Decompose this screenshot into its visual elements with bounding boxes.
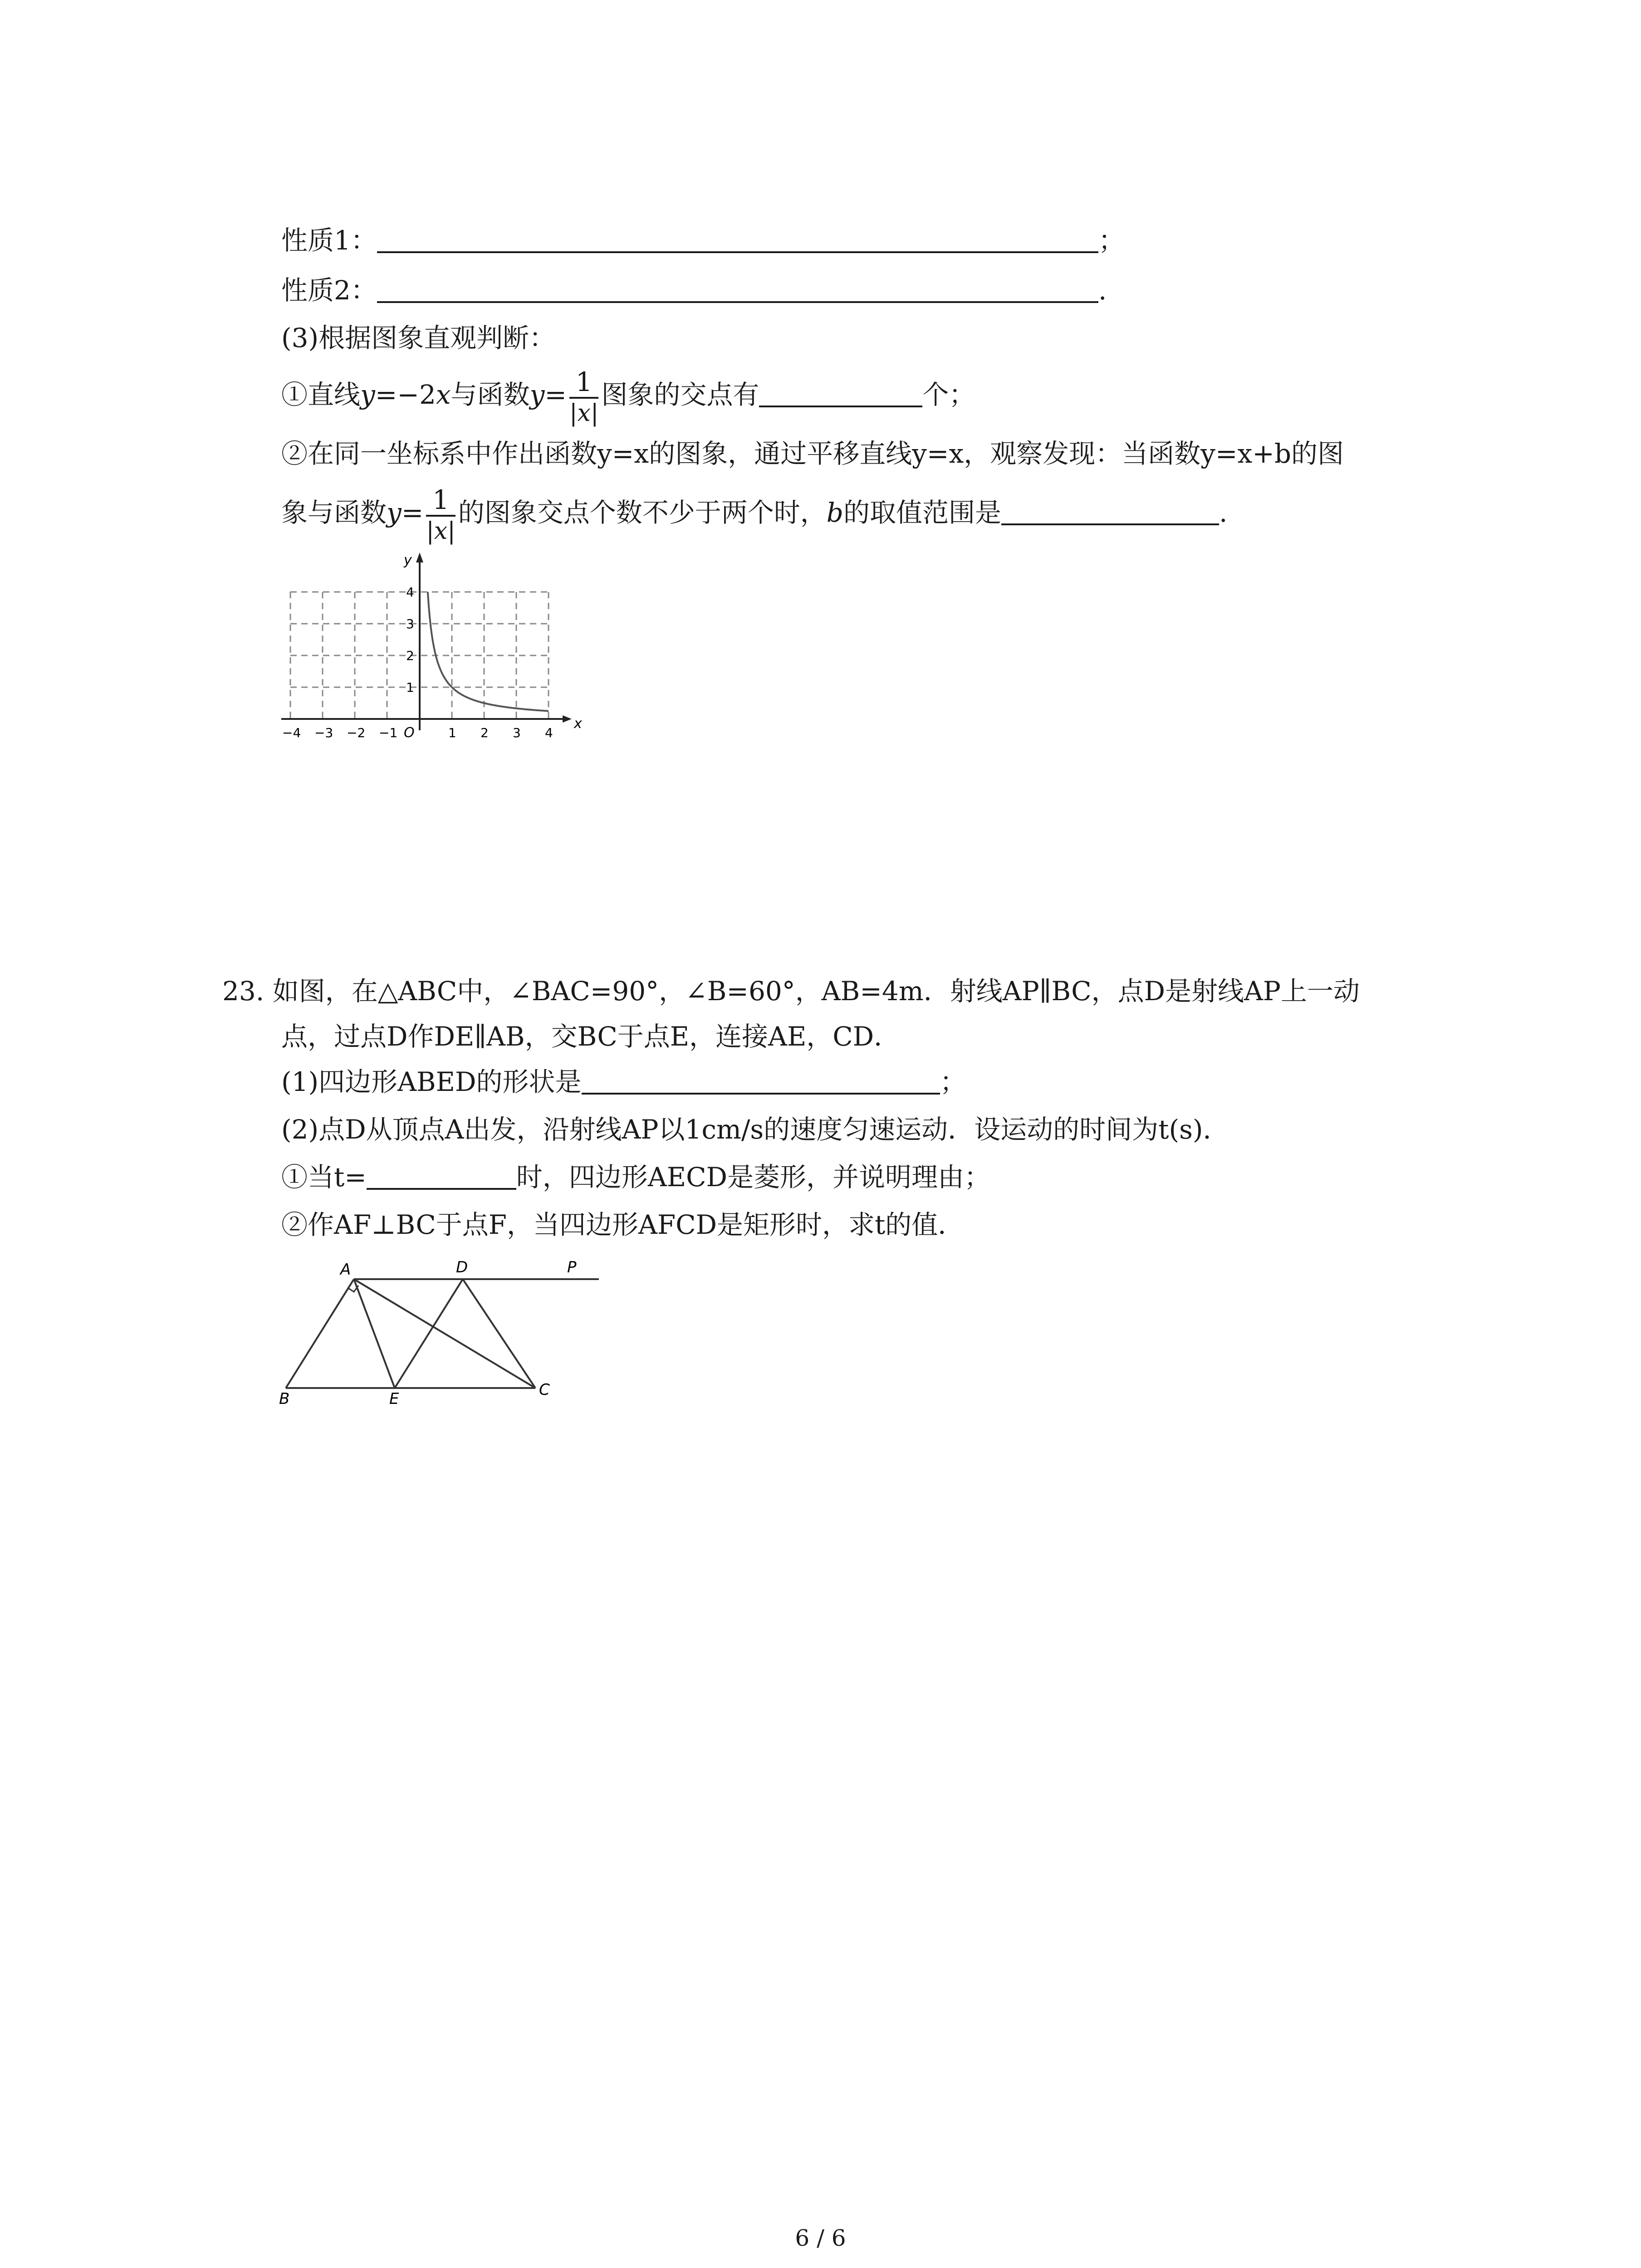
part3-item1 <box>281 363 975 426</box>
y-axis-arrow <box>416 552 423 562</box>
x-tick: −2 <box>347 725 366 740</box>
y-tick: 1 <box>406 680 414 695</box>
q23-item1-text-b: 时，四边形AECD是菱形，并说明理由； <box>516 1162 991 1193</box>
intersection-count-blank[interactable] <box>759 377 922 407</box>
item2-var-y: y <box>387 497 402 528</box>
q23-item1-text-a: ①当t= <box>281 1162 367 1193</box>
q23-part2 <box>281 1111 1229 1148</box>
item2-equals: = <box>401 497 424 528</box>
y-tick: 3 <box>406 616 414 631</box>
item1-var-y2: y <box>529 379 545 410</box>
fraction-numerator-2: 1 <box>426 487 455 517</box>
y-axis-label: y <box>404 552 412 568</box>
label-C: C <box>539 1381 550 1399</box>
property-1-line <box>281 222 1125 259</box>
y-tick: 2 <box>406 648 414 663</box>
x-tick: 4 <box>545 725 553 740</box>
fraction-1-over-abs-x-2 <box>426 484 456 545</box>
segment-DE <box>395 1279 463 1388</box>
x-tick: −1 <box>379 725 398 740</box>
property-1-blank[interactable] <box>377 223 1098 253</box>
item1-text-a: ①直线 <box>281 379 361 410</box>
item2-text-a: 象与函数 <box>281 497 387 528</box>
q23-part1-end: ； <box>940 1066 966 1097</box>
part3-title-text: (3)根据图象直观判断： <box>281 323 556 353</box>
q23-item2-text: ②作AF⊥BC于点F，当四边形AFCD是矩形时，求t的值． <box>281 1209 965 1240</box>
item1-equals: = <box>544 379 567 410</box>
q23-part1-text: (1)四边形ABED的形状是 <box>281 1066 582 1097</box>
geometry-figure <box>272 1252 617 1406</box>
item2-text-g: . <box>1219 497 1228 528</box>
q23-part2-text: (2)点D从顶点A出发，沿射线AP以1cm/s的速度匀速运动．设运动的时间为t(s)． <box>281 1114 1230 1145</box>
segment-AC <box>354 1279 535 1388</box>
item2-var-b: b <box>826 497 843 528</box>
part3-item2-line2 <box>281 481 1227 544</box>
property-2-label: 性质2： <box>281 275 377 306</box>
label-D: D <box>456 1258 468 1276</box>
x-tick: 3 <box>513 725 521 740</box>
item2-text-f: 的取值范围是 <box>843 497 1001 528</box>
item1-var-y: y <box>360 379 375 410</box>
q23-line1 <box>222 973 1360 1009</box>
q23-part1 <box>281 1064 966 1100</box>
segment-AE <box>354 1279 395 1388</box>
shape-blank[interactable] <box>582 1065 940 1095</box>
label-E: E <box>389 1390 399 1406</box>
item1-text-h: 图象的交点有 <box>601 379 759 410</box>
label-P: P <box>567 1258 577 1276</box>
fraction-1-over-abs-x <box>569 366 599 427</box>
label-A: A <box>340 1261 351 1279</box>
x-axis-label: x <box>574 716 582 732</box>
property-2-blank[interactable] <box>377 273 1098 303</box>
page-number: 6 / 6 <box>795 2225 846 2251</box>
segment-DC <box>463 1279 535 1388</box>
property-1-end: ； <box>1098 225 1125 256</box>
x-tick: −3 <box>314 725 333 740</box>
x-axis-arrow <box>563 715 572 723</box>
item2-text-d: 的图象交点个数不少于两个时， <box>458 497 827 528</box>
label-B: B <box>279 1390 290 1406</box>
fraction-numerator: 1 <box>569 369 598 399</box>
q23-item1 <box>281 1159 990 1195</box>
q23-item2 <box>281 1207 964 1243</box>
item1-text-i: 个； <box>922 379 975 410</box>
fraction-denominator-2: |x| <box>426 517 456 545</box>
q23-number: 23. <box>222 976 265 1007</box>
q23-line2 <box>281 1018 900 1055</box>
function-graph <box>272 549 599 748</box>
hyperbola-curve <box>428 592 549 711</box>
property-2-line <box>281 272 1107 308</box>
part3-item2-line1 <box>281 435 1344 472</box>
property-1-label: 性质1： <box>281 225 377 256</box>
property-2-end: . <box>1098 275 1107 306</box>
t-value-blank[interactable] <box>367 1160 516 1190</box>
q23-line2-text: 点，过点D作DE∥AB，交BC于点E，连接AE，CD． <box>281 1021 901 1052</box>
fraction-denominator: |x| <box>569 399 599 427</box>
item2-line1-text: ②在同一坐标系中作出函数y=x的图象，通过平移直线y=x，观察发现：当函数y=x+b的图 <box>281 438 1344 469</box>
origin-label: O <box>404 725 415 741</box>
x-tick: 2 <box>480 725 489 740</box>
x-tick: −4 <box>282 725 301 740</box>
item1-text-c: =−2 <box>375 379 436 410</box>
item1-var-x: x <box>436 379 451 410</box>
q23-line1-text: 如图，在△ABC中，∠BAC=90°，∠B=60°，AB=4m．射线AP∥BC，点D是射线AP上一动 <box>272 976 1360 1007</box>
b-range-blank[interactable] <box>1001 495 1219 525</box>
item1-text-e: 与函数 <box>451 379 530 410</box>
x-tick: 1 <box>448 725 456 740</box>
part3-title <box>281 320 555 356</box>
y-tick: 4 <box>406 585 414 600</box>
segment-AB <box>286 1279 354 1388</box>
